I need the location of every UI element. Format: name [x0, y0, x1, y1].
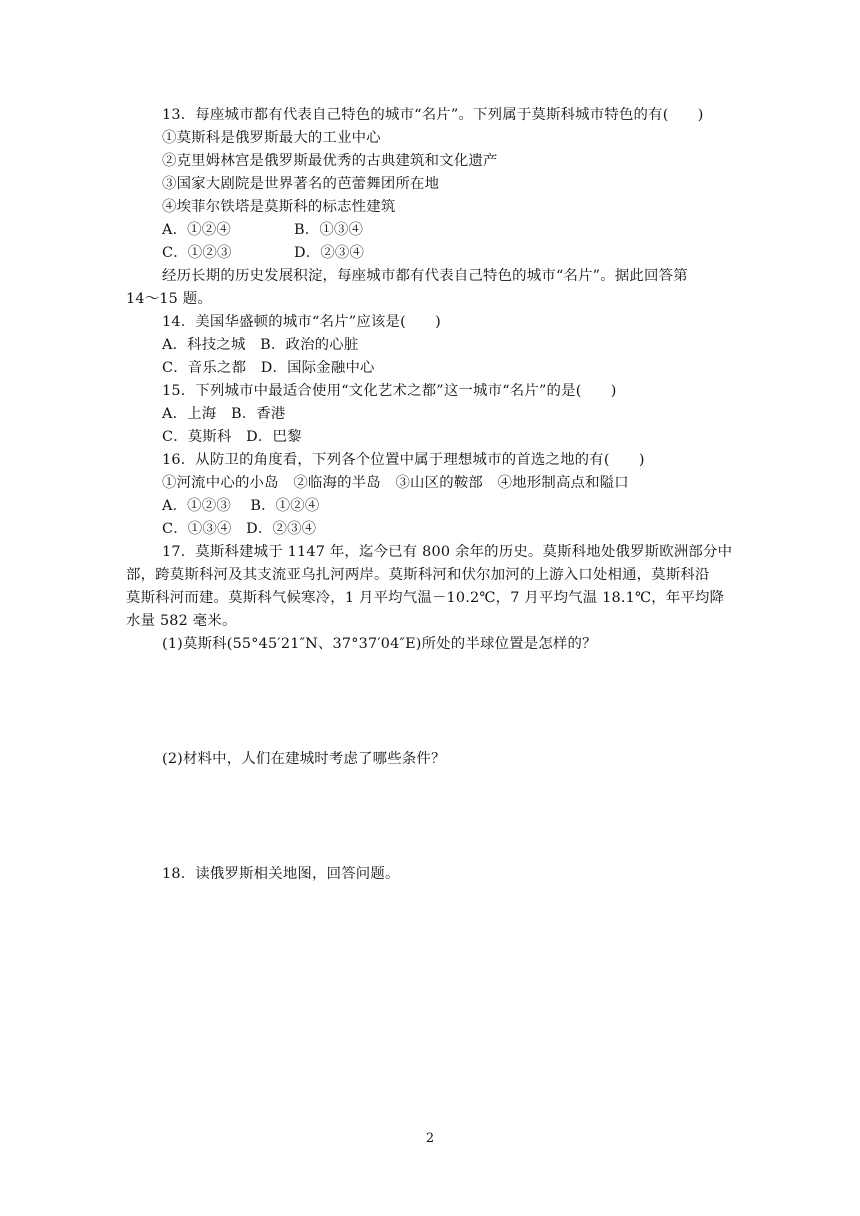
q14-stem: 14．美国华盛顿的城市“名片”应该是( ): [162, 314, 441, 330]
q13-option-c: C．①②③: [162, 245, 232, 261]
q13-item-4: ④埃菲尔铁塔是莫斯科的标志性建筑: [162, 199, 396, 215]
q14-options-row-1: A．科技之城 B．政治的心脏: [162, 337, 359, 353]
q16-items: ①河流中心的小岛 ②临海的半岛 ③山区的鞍部 ④地形制高点和隘口: [162, 475, 629, 491]
q16-options-row-1: A．①②③ B．①②④: [162, 498, 320, 514]
q17-line-2: 部，跨莫斯科河及其支流亚乌扎河两岸。莫斯科河和伏尔加河的上游入口处相通，莫斯科沿: [126, 567, 710, 583]
q13-options-row-1: [162, 221, 363, 239]
q17-line-3: 莫斯科河而建。莫斯科气候寒冷，1 月平均气温－10.2℃，7 月平均气温 18.1℃，年平均降: [126, 590, 725, 606]
q17-subquestion-1: (1)莫斯科(55°45′21″N、37°37′04″E)所处的半球位置是怎样的？: [162, 636, 597, 652]
q17-subquestion-2: (2)材料中，人们在建城时考虑了哪些条件？: [162, 751, 446, 767]
q13-item-1: ①莫斯科是俄罗斯最大的工业中心: [162, 130, 381, 146]
q16-stem: 16．从防卫的角度看，下列各个位置中属于理想城市的首选之地的有( ): [162, 452, 645, 468]
q14-options-row-2: C．音乐之都 D．国际金融中心: [162, 360, 375, 376]
intro-14-15-line-1: 经历长期的历史发展积淀，每座城市都有代表自己特色的城市“名片”。据此回答第: [162, 268, 688, 284]
q13-option-b: B．①③④: [294, 222, 364, 238]
q15-stem: 15．下列城市中最适合使用“文化艺术之都”这一城市“名片”的是( ): [162, 383, 617, 399]
intro-14-15-line-2: 14～15 题。: [126, 291, 212, 307]
q13-option-d: D．②③④: [294, 245, 365, 261]
q18-stem: 18．读俄罗斯相关地图，回答问题。: [162, 866, 400, 882]
q15-options-row-2: C．莫斯科 D．巴黎: [162, 429, 302, 445]
q13-options-row-2: [162, 244, 364, 262]
q16-options-row-2: C．①③④ D．②③④: [162, 521, 317, 537]
q13-item-3: ③国家大剧院是世界著名的芭蕾舞团所在地: [162, 176, 440, 192]
q15-options-row-1: A．上海 B．香港: [162, 406, 286, 422]
page-number: 2: [425, 1131, 435, 1146]
q13-stem: 13．每座城市都有代表自己特色的城市“名片”。下列属于莫斯科城市特色的有( ): [162, 107, 704, 123]
q13-option-a: A．①②④: [162, 222, 231, 238]
q13-item-2: ②克里姆林宫是俄罗斯最优秀的古典建筑和文化遗产: [162, 153, 498, 169]
q17-line-4: 水量 582 毫米。: [126, 613, 237, 629]
q17-line-1: 17．莫斯科建城于 1147 年，迄今已有 800 余年的历史。莫斯科地处俄罗斯欧洲部分中: [162, 544, 733, 560]
